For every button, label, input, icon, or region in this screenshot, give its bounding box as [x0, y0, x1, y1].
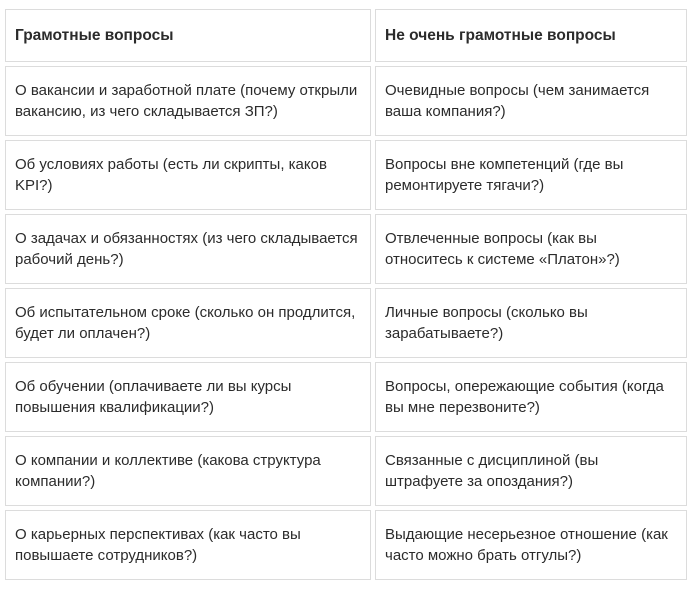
questions-table: [5, 9, 691, 580]
cell-bad-question: Выдающие несерьезное отношение (как часто можно брать отгулы?): [375, 510, 687, 580]
cell-bad-question: Очевидные вопросы (чем занимается ваша компания?): [375, 66, 687, 136]
cell-good-question: Об испытательном сроке (сколько он продлится, будет ли оплачен?): [5, 288, 371, 358]
cell-good-question: О карьерных перспективах (как часто вы повышаете сотрудников?): [5, 510, 371, 580]
header-good-questions: Грамотные вопросы: [5, 9, 371, 62]
header-bad-questions: Не очень грамотные вопросы: [375, 9, 687, 62]
cell-good-question: О задачах и обязанностях (из чего складывается рабочий день?): [5, 214, 371, 284]
cell-good-question: О вакансии и заработной плате (почему открыли вакансию, из чего складывается ЗП?): [5, 66, 371, 136]
cell-good-question: Об обучении (оплачиваете ли вы курсы повышения квалификации?): [5, 362, 371, 432]
cell-good-question: О компании и коллективе (какова структура компании?): [5, 436, 371, 506]
cell-bad-question: Отвлеченные вопросы (как вы относитесь к системе «Платон»?): [375, 214, 687, 284]
cell-bad-question: Связанные с дисциплиной (вы штрафуете за опоздания?): [375, 436, 687, 506]
cell-bad-question: Вопросы, опережающие события (когда вы мне перезвоните?): [375, 362, 687, 432]
cell-bad-question: Личные вопросы (сколько вы зарабатываете?): [375, 288, 687, 358]
cell-bad-question: Вопросы вне компетенций (где вы ремонтируете тягачи?): [375, 140, 687, 210]
cell-good-question: Об условиях работы (есть ли скрипты, каков KPI?): [5, 140, 371, 210]
